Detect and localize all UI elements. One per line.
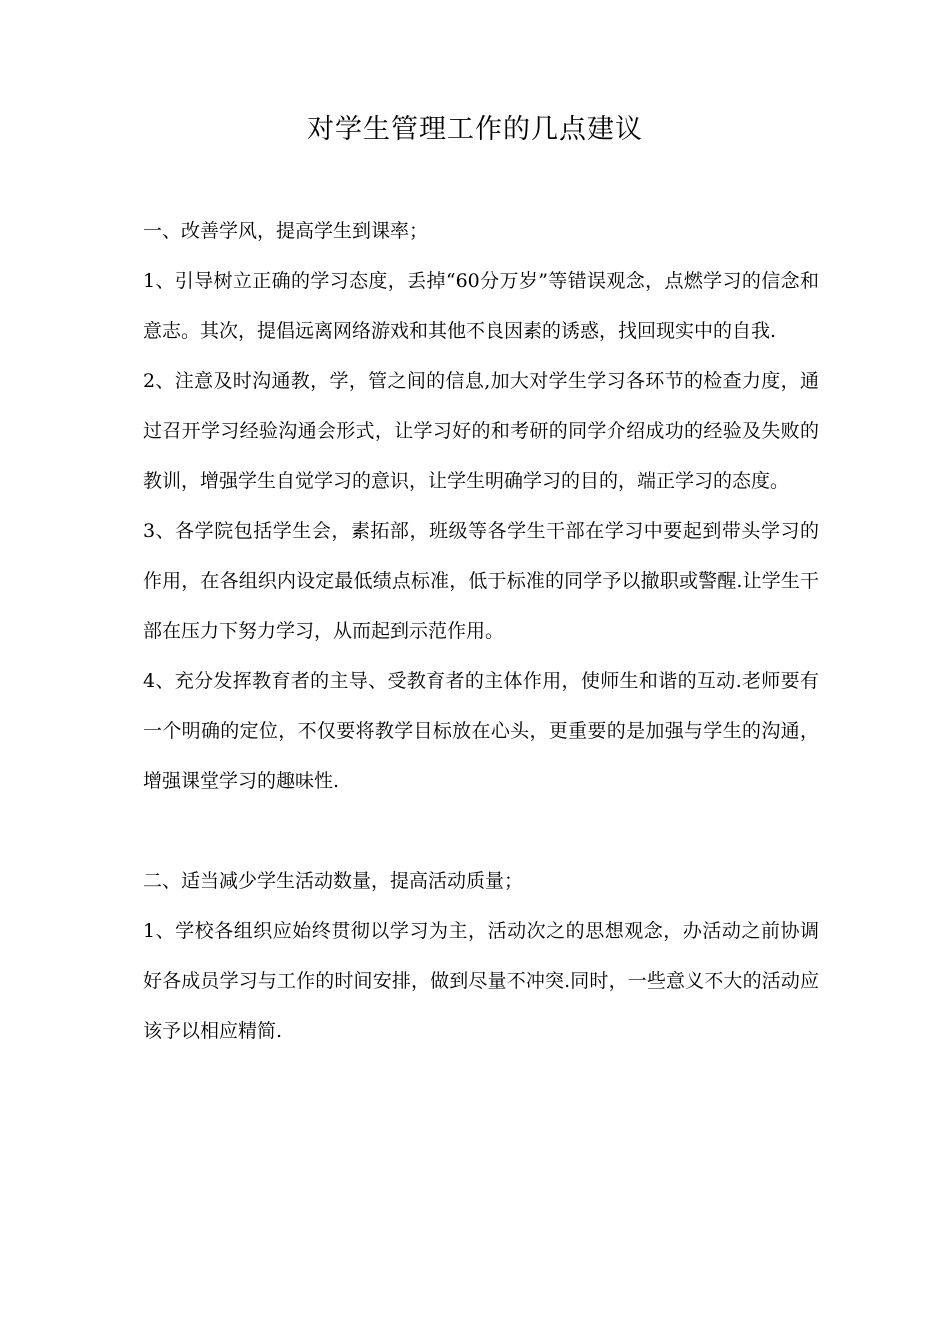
paragraph-1-3: 3、各学院包括学生会，素拓部，班级等各学生干部在学习中要起到带头学习的作用，在各组织内设定最低绩点标准，低于标准的同学予以撤职或警醒.让学生干部在压力下努力学习，从而起到示范作用。 — [143, 520, 819, 642]
paragraph-2-1: 1、学校各组织应始终贯彻以学习为主，活动次之的思想观念，办活动之前协调好各成员学习与工作的时间安排，做到尽量不冲突.同时，一些意义不大的活动应该予以相应精简. — [143, 920, 819, 1042]
section-heading-1: 一、改善学风，提高学生到课率； — [143, 220, 429, 242]
document-body — [143, 206, 819, 1056]
paragraph-1-2: 2、注意及时沟通教，学，管之间的信息,加大对学生学习各环节的检查力度，通过召开学习经验沟通会形式，让学习好的和考研的同学介绍成功的经验及失败的教训，增强学生自觉学习的意识，让学生明确学习的目的，端正学习的态度。 — [143, 370, 819, 492]
document-title: 对学生管理工作的几点建议 — [307, 114, 643, 145]
section-heading-2: 二、适当减少学生活动数量，提高活动质量； — [143, 870, 524, 892]
paragraph-1-1: 1、引导树立正确的学习态度，丢掉“60分万岁”等错误观念，点燃学习的信念和意志。其次，提倡远离网络游戏和其他不良因素的诱惑，找回现实中的自我. — [143, 270, 819, 342]
section-spacer — [143, 806, 819, 856]
paragraph-1-4: 4、充分发挥教育者的主导、受教育者的主体作用，使师生和谐的互动.老师要有一个明确的定位，不仅要将教学目标放在心头，更重要的是加强与学生的沟通，增强课堂学习的趣味性. — [143, 670, 819, 792]
